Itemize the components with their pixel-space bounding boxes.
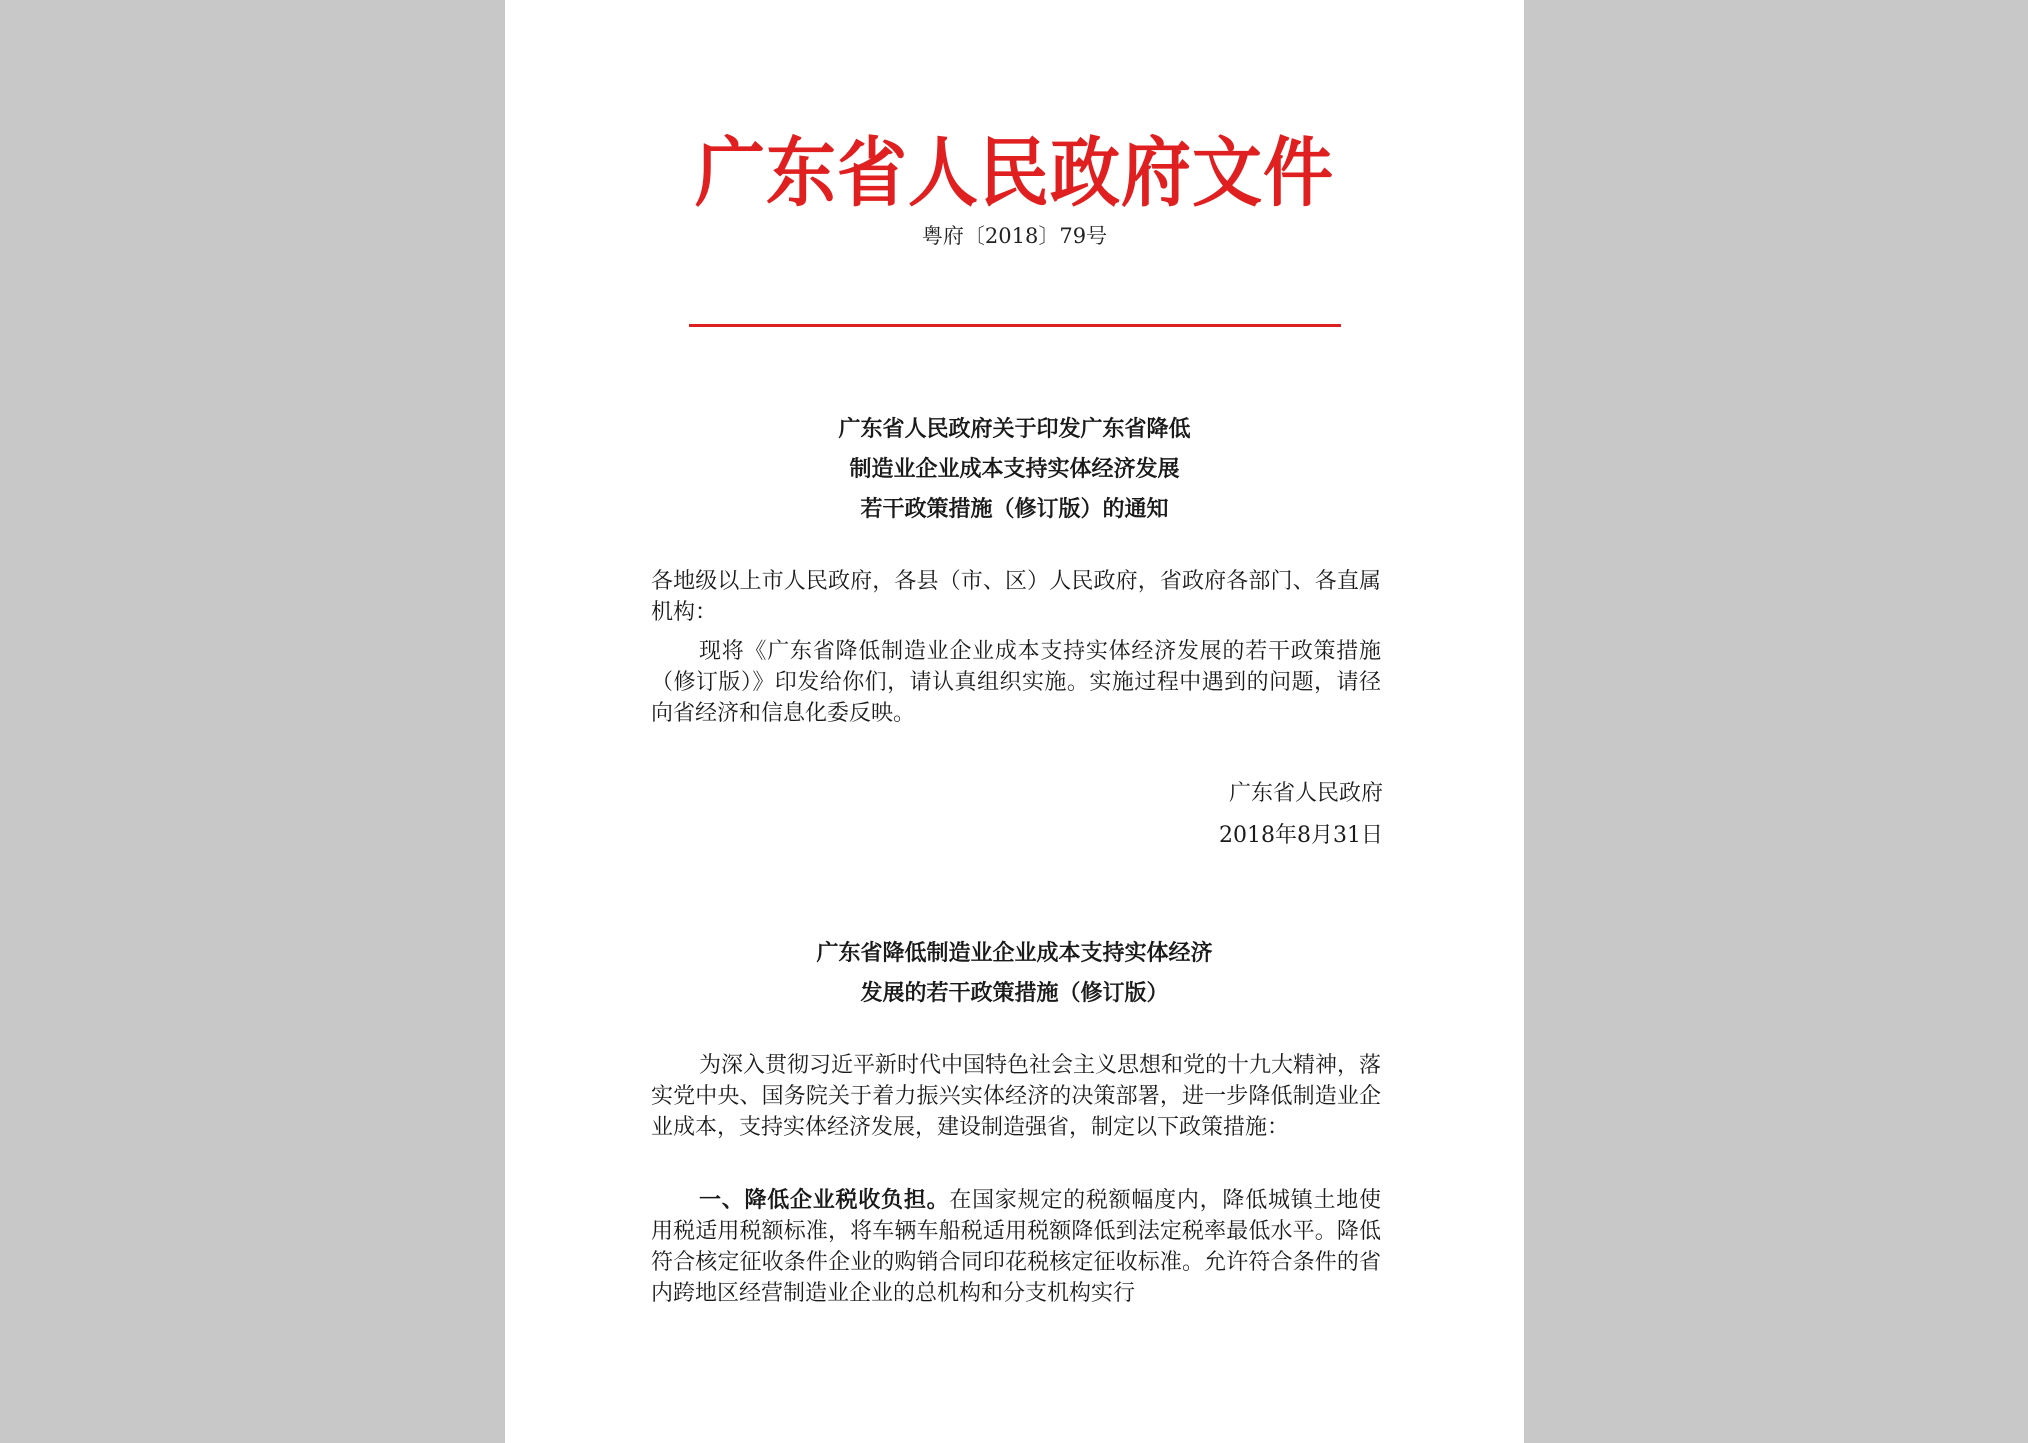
- issue-date: 2018年8月31日: [1219, 823, 1383, 848]
- document-page: [505, 0, 1524, 1443]
- measure-item-1-heading: 一、降低企业税收负担。: [699, 1188, 950, 1213]
- measure-item-1-text: 在国家规定的税额幅度内，降低城镇土地使用税适用税额标准，将车辆车船税适用税额降低到法定税率最低水平。降低符合核定征收条件企业的购销合同印花税核定征收标准。允许符合条件的省内跨地区经营制造业企业的总机构和分支机构实行: [651, 1188, 1381, 1306]
- masthead-title: 广东省人民政府文件: [695, 128, 1334, 218]
- measures-title-line: 发展的若干政策措施（修订版）: [860, 981, 1169, 1006]
- notice-title-line: 制造业企业成本支持实体经济发展: [849, 457, 1180, 482]
- measures-title: [505, 934, 1524, 1014]
- measure-item-1: [651, 1185, 1381, 1309]
- notice-title: [505, 410, 1524, 530]
- document-number: 粤府〔2018〕79号: [921, 224, 1108, 248]
- measures-preamble: 为深入贯彻习近平新时代中国特色社会主义思想和党的十九大精神，落实党中央、国务院关于着力振兴实体经济的决策部署，进一步降低制造业企业成本，支持实体经济发展，建设制造强省，制定以下政策措施：: [651, 1053, 1382, 1140]
- measures-title-line: 广东省降低制造业企业成本支持实体经济: [816, 941, 1213, 966]
- notice-addressee: 各地级以上市人民政府，各县（市、区）人民政府，省政府各部门、各直属机构：: [651, 569, 1381, 625]
- red-divider-line: [689, 324, 1341, 327]
- notice-title-line: 广东省人民政府关于印发广东省降低: [838, 417, 1191, 442]
- notice-title-line: 若干政策措施（修订版）的通知: [860, 497, 1169, 522]
- issuer-signature: 广东省人民政府: [1228, 781, 1383, 806]
- notice-body: 现将《广东省降低制造业企业成本支持实体经济发展的若干政策措施（修订版）》印发给你们，请认真组织实施。实施过程中遇到的问题，请径向省经济和信息化委反映。: [651, 639, 1381, 726]
